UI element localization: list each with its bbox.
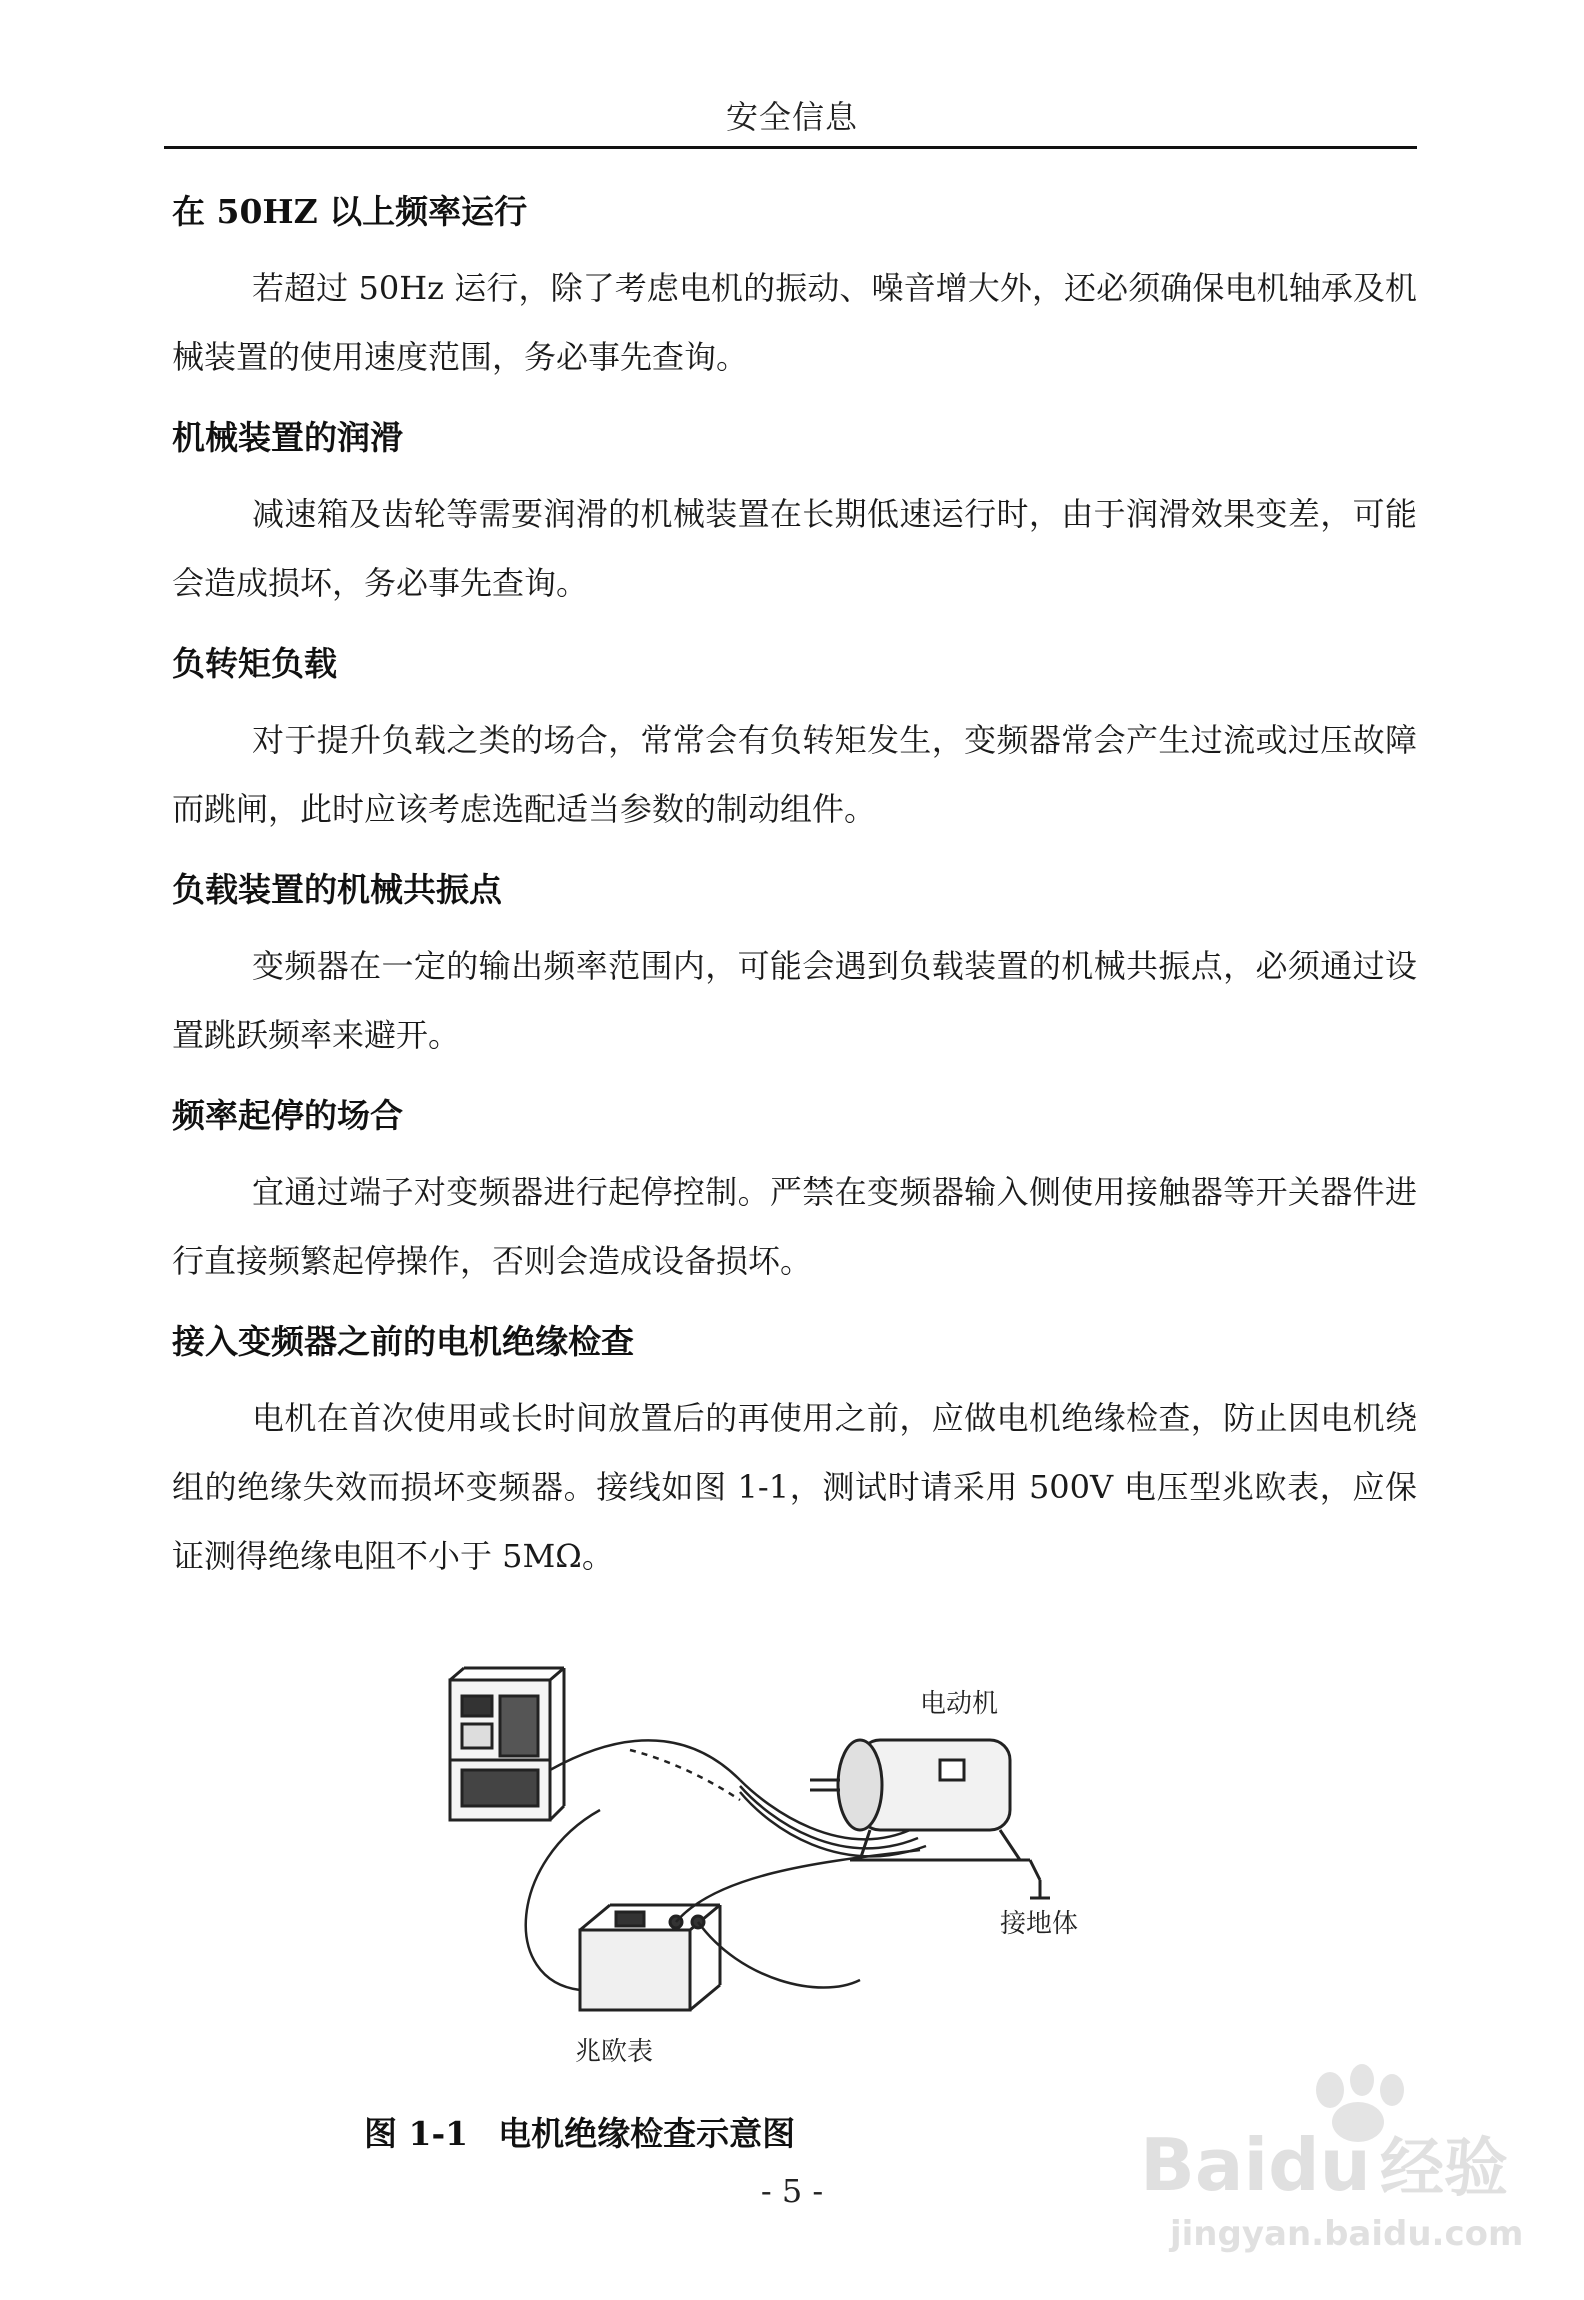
section-resonance (172, 868, 1417, 1070)
insulation-check-figure (440, 1660, 1140, 2080)
header-rule (164, 146, 1417, 149)
motor-label: 电动机 (920, 1689, 999, 1719)
section-lubrication (172, 416, 1417, 618)
watermark-brand: Baidu (1140, 2123, 1371, 2207)
megger-label: 兆欧表 (575, 2037, 654, 2067)
insulation-diagram (440, 1660, 1140, 2080)
section-paragraph: 减速箱及齿轮等需要润滑的机械装置在长期低速运行时，由于润滑效果变差，可能会造成损坏，务必事先查询。 (172, 495, 1417, 602)
section-heading: 频率起停的场合 (172, 1096, 403, 1135)
section-insulation-check (172, 1320, 1417, 1591)
page-number: - 5 - (760, 2172, 824, 2210)
caption-text: 电机绝缘检查示意图 (498, 2114, 796, 2153)
section-heading: 机械装置的润滑 (172, 418, 403, 457)
section-heading: 在 50HZ 以上频率运行 (172, 192, 528, 231)
motor-illustration (810, 1740, 1050, 1898)
section-paragraph: 变频器在一定的输出频率范围内，可能会遇到负载装置的机械共振点，必须通过设置跳跃频率来避开。 (172, 947, 1417, 1054)
section-start-stop (172, 1094, 1417, 1296)
section-paragraph: 对于提升负载之类的场合，常常会有负转矩发生，变频器常会产生过流或过压故障而跳闸，此时应该考虑选配适当参数的制动组件。 (172, 721, 1417, 828)
content (172, 190, 1417, 1615)
section-heading: 负转矩负载 (172, 644, 337, 683)
section-50hz (172, 190, 1417, 392)
baidu-watermark (1130, 2050, 1560, 2270)
ground-label: 接地体 (1000, 1909, 1079, 1939)
section-heading: 负载装置的机械共振点 (172, 870, 502, 909)
watermark-brand-cn: 经验 (1380, 2132, 1508, 2206)
section-heading: 接入变频器之前的电机绝缘检查 (172, 1322, 634, 1361)
figure-caption (364, 2108, 795, 2155)
inverter-illustration (450, 1668, 564, 1820)
megger-illustration (580, 1905, 720, 2010)
watermark-url: jingyan.baidu.com (1170, 2214, 1524, 2254)
section-paragraph: 若超过 50Hz 运行，除了考虑电机的振动、噪音增大外，还必须确保电机轴承及机械装置的使用速度范围，务必事先查询。 (172, 269, 1417, 376)
section-paragraph: 电机在首次使用或长时间放置后的再使用之前，应做电机绝缘检查，防止因电机绕组的绝缘失效而损坏变频器。接线如图 1-1，测试时请采用 500V 电压型兆欧表，应保证测得绝缘电阻不小于 5MΩ。 (172, 1399, 1417, 1575)
running-header: 安全信息 (725, 98, 858, 136)
section-paragraph: 宜通过端子对变频器进行起停控制。严禁在变频器输入侧使用接触器等开关器件进行直接频繁起停操作，否则会造成设备损坏。 (172, 1173, 1417, 1280)
section-negative-torque (172, 642, 1417, 844)
caption-number: 图 1-1 (364, 2114, 469, 2153)
